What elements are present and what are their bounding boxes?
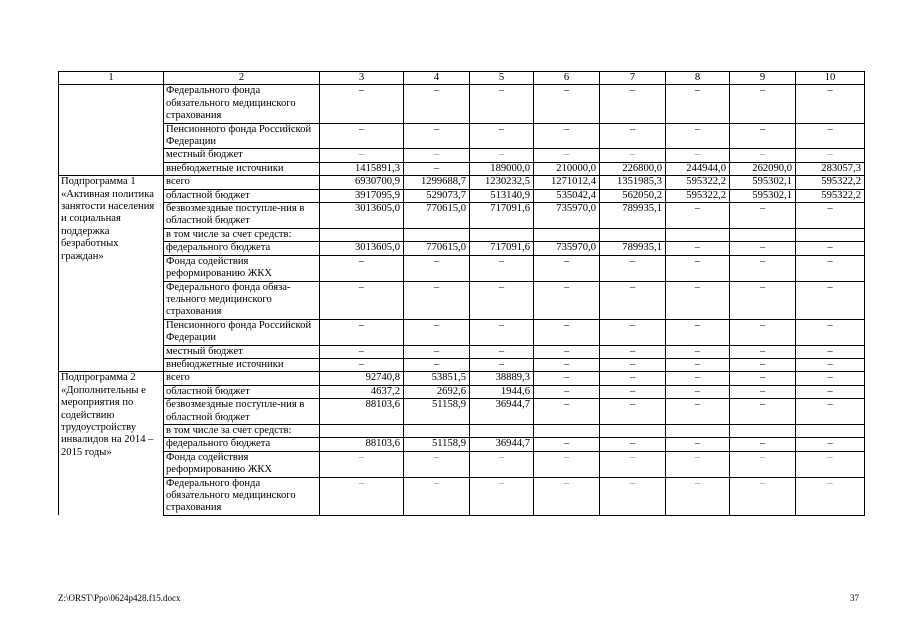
value-cell: 595322,2	[796, 176, 865, 189]
value-cell: –	[534, 477, 600, 515]
value-cell: –	[470, 255, 534, 281]
value-cell: –	[666, 451, 730, 477]
value-cell	[470, 228, 534, 241]
value-cell: –	[730, 477, 796, 515]
value-cell	[730, 228, 796, 241]
table-row	[59, 255, 865, 281]
value-cell: 92740,8	[320, 372, 404, 385]
table-row	[59, 477, 865, 515]
header-row	[59, 72, 865, 85]
value-cell: –	[320, 149, 404, 162]
funding-source-cell: безвозмездные поступле-ния в областной бюджет	[164, 399, 320, 425]
value-cell: –	[796, 255, 865, 281]
value-cell: 4637,2	[320, 385, 404, 398]
value-cell: –	[404, 123, 470, 149]
subprogram-name-cell: Подпрограмма 2 «Дополнительны е мероприятия по содействию трудоустройству инвалидов на 2014 – 2015 годы»	[59, 372, 164, 515]
value-cell: –	[404, 85, 470, 123]
value-cell	[600, 424, 666, 437]
value-cell: 717091,6	[470, 203, 534, 229]
value-cell: –	[796, 372, 865, 385]
value-cell: –	[666, 255, 730, 281]
value-cell: 1299688,7	[404, 176, 470, 189]
value-cell: 735970,0	[534, 242, 600, 255]
value-cell: –	[666, 345, 730, 358]
column-header-7: 7	[600, 72, 666, 85]
value-cell	[320, 424, 404, 437]
table-row	[59, 319, 865, 345]
table-row	[59, 189, 865, 202]
value-cell: –	[470, 149, 534, 162]
value-cell: –	[600, 149, 666, 162]
funding-source-cell: местный бюджет	[164, 345, 320, 358]
value-cell: –	[534, 438, 600, 451]
value-cell	[666, 228, 730, 241]
funding-source-cell: федерального бюджета	[164, 242, 320, 255]
value-cell	[796, 228, 865, 241]
value-cell: –	[796, 451, 865, 477]
value-cell: –	[320, 255, 404, 281]
column-header-1: 1	[59, 72, 164, 85]
value-cell	[404, 424, 470, 437]
value-cell: –	[534, 319, 600, 345]
value-cell: 283057,3	[796, 162, 865, 175]
value-cell: 595322,2	[666, 176, 730, 189]
value-cell: –	[730, 399, 796, 425]
value-cell: –	[600, 123, 666, 149]
value-cell: 595322,2	[666, 189, 730, 202]
value-cell: 3917095,9	[320, 189, 404, 202]
value-cell: 1944,6	[470, 385, 534, 398]
table-row	[59, 451, 865, 477]
value-cell: –	[600, 255, 666, 281]
value-cell: –	[730, 123, 796, 149]
value-cell: –	[730, 358, 796, 371]
value-cell: –	[666, 319, 730, 345]
value-cell	[666, 424, 730, 437]
value-cell: –	[404, 345, 470, 358]
value-cell: –	[320, 358, 404, 371]
table-row	[59, 345, 865, 358]
funding-source-cell: федерального бюджета	[164, 438, 320, 451]
value-cell: –	[534, 281, 600, 319]
value-cell: 210000,0	[534, 162, 600, 175]
value-cell: –	[534, 85, 600, 123]
value-cell: –	[404, 358, 470, 371]
funding-source-cell: областной бюджет	[164, 385, 320, 398]
value-cell: –	[534, 372, 600, 385]
value-cell: –	[404, 149, 470, 162]
value-cell: –	[320, 345, 404, 358]
value-cell: 595322,2	[796, 189, 865, 202]
value-cell: –	[730, 372, 796, 385]
funding-source-cell: всего	[164, 176, 320, 189]
value-cell: –	[730, 438, 796, 451]
table-row	[59, 228, 865, 241]
funding-source-cell: Федерального фонда обяза-тельного медицинского страхования	[164, 281, 320, 319]
value-cell: –	[600, 372, 666, 385]
funding-source-cell: местный бюджет	[164, 149, 320, 162]
value-cell: 1271012,4	[534, 176, 600, 189]
value-cell	[320, 228, 404, 241]
value-cell: –	[470, 123, 534, 149]
value-cell: 262090,0	[730, 162, 796, 175]
value-cell: 189000,0	[470, 162, 534, 175]
value-cell: 595302,1	[730, 176, 796, 189]
table-row	[59, 203, 865, 229]
value-cell: 51158,9	[404, 438, 470, 451]
table-row	[59, 424, 865, 437]
value-cell: 51158,9	[404, 399, 470, 425]
funding-source-cell: Фонда содействия реформированию ЖКХ	[164, 255, 320, 281]
value-cell: –	[796, 319, 865, 345]
value-cell	[796, 424, 865, 437]
value-cell: 789935,1	[600, 242, 666, 255]
value-cell: –	[730, 242, 796, 255]
value-cell: 513140,9	[470, 189, 534, 202]
value-cell: –	[666, 399, 730, 425]
value-cell: –	[666, 438, 730, 451]
value-cell: 244944,0	[666, 162, 730, 175]
value-cell	[730, 424, 796, 437]
subprogram-name-cell	[59, 85, 164, 176]
table-row	[59, 242, 865, 255]
value-cell: –	[404, 281, 470, 319]
value-cell: 1415891,3	[320, 162, 404, 175]
value-cell: –	[730, 385, 796, 398]
value-cell: –	[666, 123, 730, 149]
value-cell: –	[796, 477, 865, 515]
column-header-8: 8	[666, 72, 730, 85]
value-cell: 3013605,0	[320, 203, 404, 229]
funding-source-cell: в том числе за счет средств:	[164, 424, 320, 437]
value-cell: –	[600, 477, 666, 515]
value-cell: –	[730, 281, 796, 319]
column-header-5: 5	[470, 72, 534, 85]
value-cell: –	[796, 203, 865, 229]
funding-source-cell: Пенсионного фонда Российской Федерации	[164, 123, 320, 149]
column-header-4: 4	[404, 72, 470, 85]
value-cell: 717091,6	[470, 242, 534, 255]
funding-source-cell: Фонда содействия реформированию ЖКХ	[164, 451, 320, 477]
column-header-9: 9	[730, 72, 796, 85]
value-cell: –	[320, 85, 404, 123]
value-cell: 3013605,0	[320, 242, 404, 255]
value-cell: –	[796, 345, 865, 358]
value-cell	[404, 228, 470, 241]
value-cell: –	[534, 123, 600, 149]
value-cell: –	[796, 358, 865, 371]
value-cell: –	[666, 149, 730, 162]
value-cell: –	[796, 85, 865, 123]
table-row	[59, 385, 865, 398]
value-cell: –	[796, 399, 865, 425]
value-cell: –	[470, 451, 534, 477]
value-cell: –	[470, 358, 534, 371]
value-cell: –	[600, 451, 666, 477]
funding-source-cell: в том числе за счет средств:	[164, 228, 320, 241]
budget-table	[58, 71, 865, 516]
table-row	[59, 358, 865, 371]
value-cell: –	[600, 385, 666, 398]
value-cell: –	[600, 85, 666, 123]
value-cell: 595302,1	[730, 189, 796, 202]
value-cell: –	[320, 123, 404, 149]
value-cell: –	[534, 345, 600, 358]
value-cell: –	[404, 162, 470, 175]
value-cell: –	[730, 345, 796, 358]
value-cell: 562050,2	[600, 189, 666, 202]
value-cell: –	[320, 281, 404, 319]
value-cell: –	[666, 358, 730, 371]
value-cell: 38889,3	[470, 372, 534, 385]
table-row	[59, 399, 865, 425]
value-cell: –	[796, 242, 865, 255]
value-cell: –	[404, 255, 470, 281]
value-cell: –	[666, 281, 730, 319]
value-cell: –	[666, 85, 730, 123]
funding-source-cell: безвозмездные поступле-ния в областной бюджет	[164, 203, 320, 229]
column-header-2: 2	[164, 72, 320, 85]
table-row	[59, 176, 865, 189]
value-cell: –	[534, 451, 600, 477]
value-cell: –	[470, 345, 534, 358]
value-cell: 36944,7	[470, 438, 534, 451]
value-cell: –	[796, 385, 865, 398]
value-cell	[470, 424, 534, 437]
table-row	[59, 162, 865, 175]
value-cell: –	[470, 477, 534, 515]
value-cell: –	[796, 281, 865, 319]
value-cell	[534, 424, 600, 437]
value-cell: –	[730, 149, 796, 162]
value-cell: –	[730, 255, 796, 281]
footer-file-path: Z:\ORST\Ppo\0624p428.f15.docx	[58, 593, 181, 603]
table-row	[59, 281, 865, 319]
value-cell: –	[666, 477, 730, 515]
value-cell: –	[730, 203, 796, 229]
value-cell: –	[730, 319, 796, 345]
value-cell	[534, 228, 600, 241]
value-cell	[600, 228, 666, 241]
value-cell: –	[600, 399, 666, 425]
table-row	[59, 123, 865, 149]
footer-page-number: 37	[850, 593, 859, 603]
column-header-3: 3	[320, 72, 404, 85]
value-cell: 36944,7	[470, 399, 534, 425]
funding-source-cell: Федерального фонда обязательного медицинского страхования	[164, 477, 320, 515]
value-cell: –	[470, 281, 534, 319]
value-cell: 789935,1	[600, 203, 666, 229]
funding-source-cell: внебюджетные источники	[164, 162, 320, 175]
value-cell: –	[600, 358, 666, 371]
value-cell: –	[320, 477, 404, 515]
table-row	[59, 149, 865, 162]
value-cell: –	[534, 149, 600, 162]
value-cell: –	[730, 85, 796, 123]
value-cell: 1351985,3	[600, 176, 666, 189]
value-cell: –	[404, 451, 470, 477]
value-cell: 770615,0	[404, 203, 470, 229]
column-header-10: 10	[796, 72, 865, 85]
value-cell: –	[600, 319, 666, 345]
value-cell: –	[600, 345, 666, 358]
funding-source-cell: всего	[164, 372, 320, 385]
column-header-6: 6	[534, 72, 600, 85]
value-cell: –	[320, 319, 404, 345]
value-cell: –	[666, 372, 730, 385]
value-cell: 529073,7	[404, 189, 470, 202]
value-cell: –	[320, 451, 404, 477]
value-cell: –	[600, 281, 666, 319]
value-cell: –	[534, 399, 600, 425]
value-cell: –	[534, 385, 600, 398]
value-cell: 535042,4	[534, 189, 600, 202]
value-cell: –	[534, 358, 600, 371]
subprogram-name-cell: Подпрограмма 1 «Активная политика занятости населения и социальная поддержка безработных граждан»	[59, 176, 164, 372]
value-cell: 88103,6	[320, 438, 404, 451]
value-cell: –	[404, 319, 470, 345]
table-row	[59, 438, 865, 451]
value-cell: –	[796, 438, 865, 451]
value-cell: 770615,0	[404, 242, 470, 255]
value-cell: 53851,5	[404, 372, 470, 385]
value-cell: –	[666, 385, 730, 398]
table-row	[59, 372, 865, 385]
value-cell: 1230232,5	[470, 176, 534, 189]
funding-source-cell: внебюджетные источники	[164, 358, 320, 371]
value-cell: –	[600, 438, 666, 451]
value-cell: –	[796, 149, 865, 162]
value-cell: 2692,6	[404, 385, 470, 398]
funding-source-cell: Федерального фонда обязательного медицинского страхования	[164, 85, 320, 123]
value-cell: –	[666, 242, 730, 255]
value-cell: –	[666, 203, 730, 229]
value-cell: 88103,6	[320, 399, 404, 425]
funding-source-cell: Пенсионного фонда Российской Федерации	[164, 319, 320, 345]
value-cell: 6930700,9	[320, 176, 404, 189]
value-cell: 735970,0	[534, 203, 600, 229]
funding-source-cell: областной бюджет	[164, 189, 320, 202]
value-cell: –	[470, 319, 534, 345]
value-cell: –	[796, 123, 865, 149]
table-row	[59, 85, 865, 123]
value-cell: –	[730, 451, 796, 477]
value-cell: –	[470, 85, 534, 123]
value-cell: 226800,0	[600, 162, 666, 175]
value-cell: –	[534, 255, 600, 281]
value-cell: –	[404, 477, 470, 515]
